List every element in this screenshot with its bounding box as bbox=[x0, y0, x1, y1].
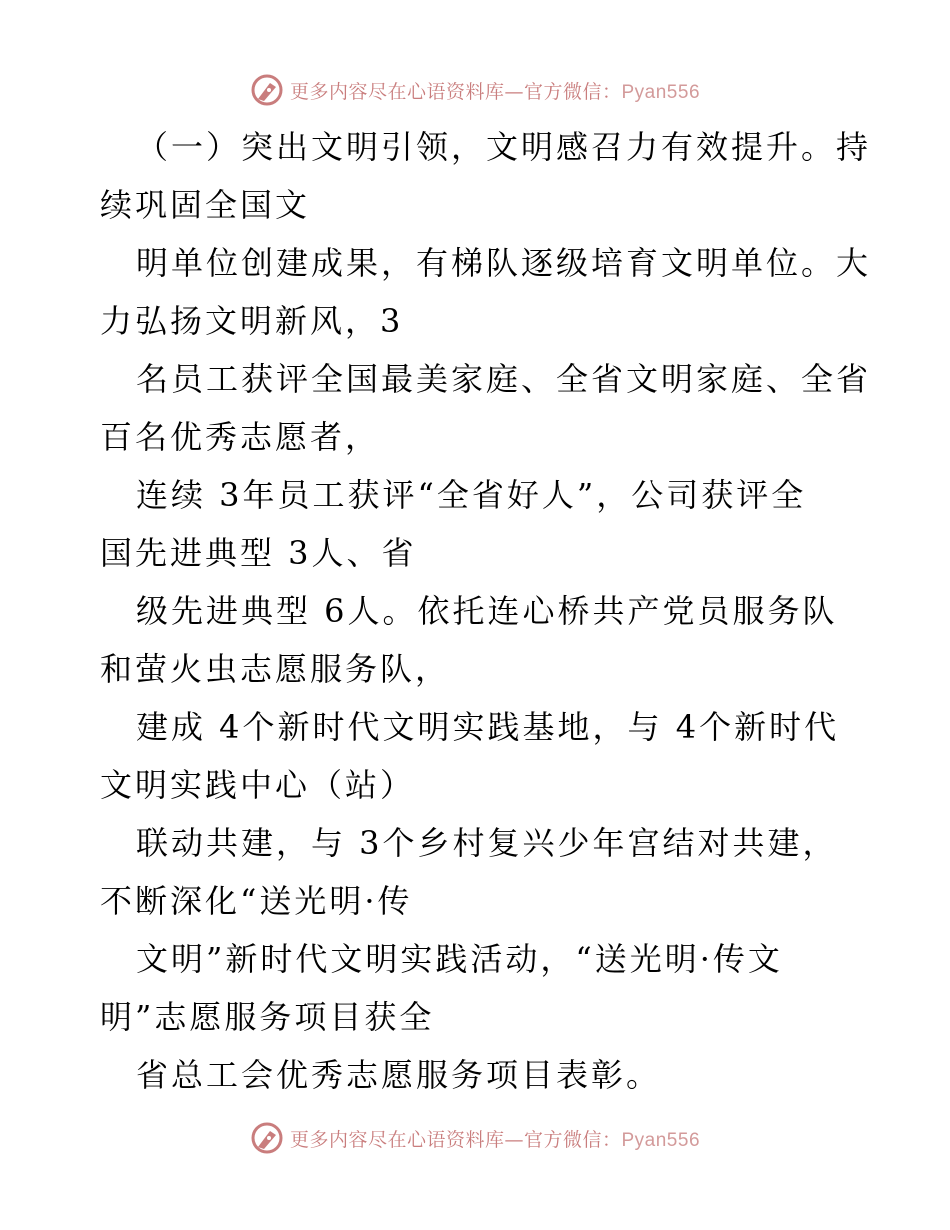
text-line: 建成 4个新时代文明实践基地，与 4个新时代 bbox=[136, 708, 840, 746]
text-line: 明单位创建成果，有梯队逐级培育文明单位。大 bbox=[136, 244, 872, 282]
pen-nib-logo-icon bbox=[250, 73, 284, 107]
text-line: 省总工会优秀志愿服务项目表彰。 bbox=[136, 1056, 662, 1094]
text-line: 续巩固全国文 bbox=[100, 186, 311, 224]
text-line: 国先进典型 3人、省 bbox=[100, 534, 417, 572]
text-line: 力弘扬文明新风，3 bbox=[100, 302, 404, 340]
watermark-banner-top bbox=[0, 70, 950, 110]
text-line: 文明”新时代文明实践活动，“送光明·传文 bbox=[136, 940, 783, 978]
watermark-text: 更多内容尽在心语资料库—官方微信：Pyan556 bbox=[289, 80, 701, 103]
text-line: 联动共建，与 3个乡村复兴少年宫结对共建， bbox=[136, 824, 838, 862]
text-line: 连续 3年员工获评“全省好人”，公司获评全 bbox=[136, 476, 807, 514]
text-line: （一）突出文明引领，文明感召力有效提升。持 bbox=[136, 128, 872, 166]
text-line: 不断深化“送光明·传 bbox=[100, 882, 413, 920]
text-line: 百名优秀志愿者， bbox=[100, 418, 381, 456]
text-line: 级先进典型 6人。依托连心桥共产党员服务队 bbox=[136, 592, 838, 630]
text-line: 明”志愿服务项目获全 bbox=[100, 998, 435, 1036]
pen-nib-logo-icon bbox=[250, 1121, 284, 1155]
text-line: 和萤火虫志愿服务队， bbox=[100, 650, 451, 688]
watermark-text: 更多内容尽在心语资料库—官方微信：Pyan556 bbox=[289, 1128, 701, 1151]
watermark-banner-bottom bbox=[0, 1118, 950, 1158]
text-line: 文明实践中心（站） bbox=[100, 766, 416, 804]
document-body bbox=[100, 118, 872, 1104]
text-line: 名员工获评全国最美家庭、全省文明家庭、全省 bbox=[136, 360, 872, 398]
